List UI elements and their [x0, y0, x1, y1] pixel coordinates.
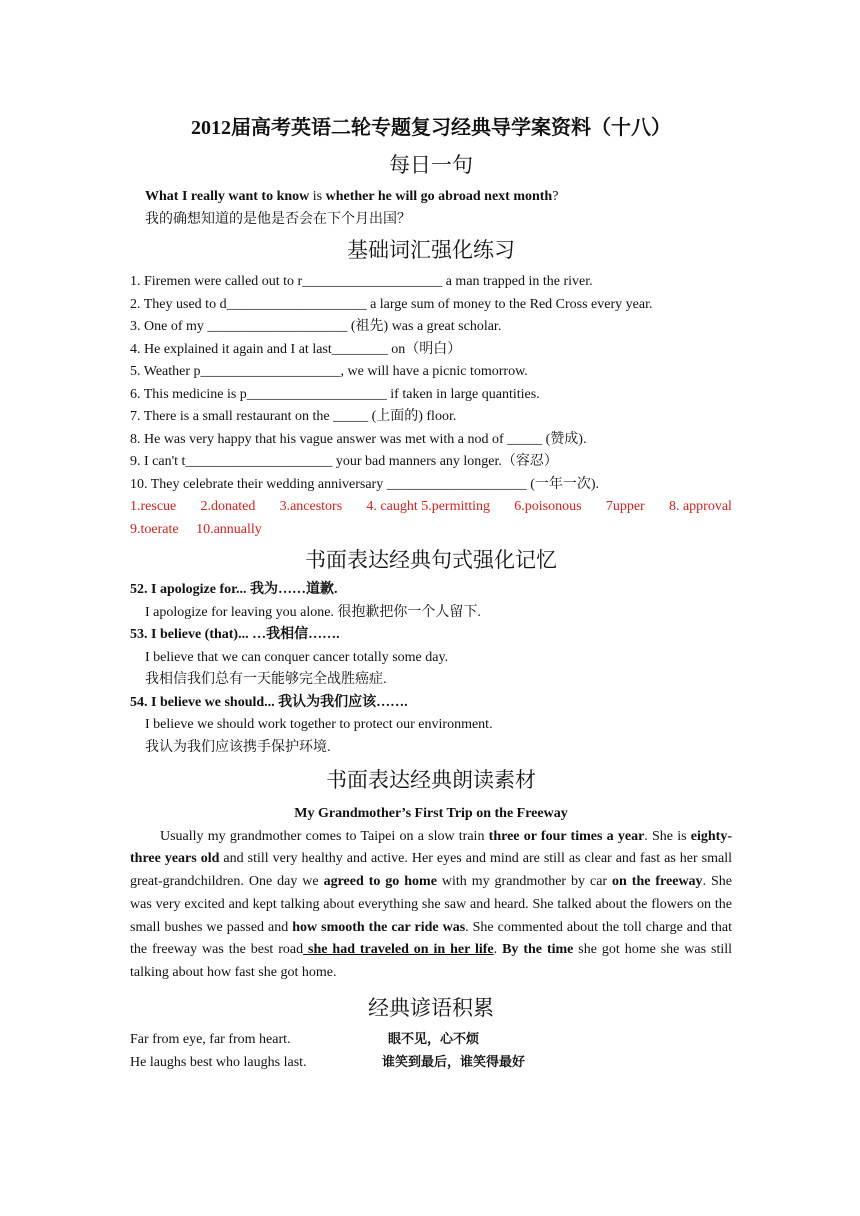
vocab-item: 2. They used to d____________________ a large sum of money to the Red Cross every year. — [130, 296, 653, 312]
passage-bold: three or four times a year — [488, 828, 645, 844]
vocab-item: 6. This medicine is p____________________ if taken in large quantities. — [130, 386, 540, 402]
daily-sentence-part: What I really want to know — [145, 189, 310, 204]
passage-text: . She was very excited and kept talking about everything she saw and heard. She talked about the flowers on the small bushes we passed and — [130, 874, 733, 935]
passage-bold: how smooth the car ride was — [292, 919, 466, 935]
passage-text: . She is — [644, 828, 691, 844]
passage-bold: on the freeway — [612, 874, 703, 890]
daily-heading: 每日一句 — [389, 153, 473, 177]
answer-key-line-2 — [130, 519, 732, 542]
passage-bold: eighty-three years old — [130, 828, 732, 867]
vocab-item: 4. He explained it again and I at last________ on（明白） — [130, 341, 462, 357]
daily-sentence — [130, 186, 732, 209]
patterns-heading: 书面表达经典句式强化记忆 — [305, 548, 557, 572]
passage-bold: agreed to go home — [323, 874, 437, 890]
answer: 10.annually — [196, 521, 262, 537]
passage-text: Usually my grandmother comes to Taipei on a slow train — [160, 828, 489, 844]
vocab-item: 8. He was very happy that his vague answer was met with a nod of _____ (赞成). — [130, 431, 587, 447]
pattern-example: I believe that we can conquer cancer totally some day. — [145, 649, 449, 665]
proverb-row — [130, 1052, 732, 1075]
passage-text: she got home she was still talking about how fast she got home. — [130, 942, 733, 981]
reading-title: My Grandmother’s First Trip on the Freeway — [294, 806, 568, 821]
patterns-list — [130, 579, 732, 759]
pattern-head: 54. I believe we should... 我认为我们应该……. — [130, 694, 408, 710]
proverb-chinese: 眼不见，心不烦 — [388, 1032, 480, 1048]
document-title: 2012届高考英语二轮专题复习经典导学案资料（十八） — [191, 117, 671, 139]
answer: 6.poisonous — [514, 499, 582, 514]
passage-text: . She commented about the toll charge and that the freeway was the best road — [130, 919, 732, 958]
daily-translation: 我的确想知道的是他是否会在下个月出国？ — [145, 211, 411, 227]
pattern-translation: 我认为我们应该携手保护环境. — [145, 739, 331, 755]
pattern-example: I believe we should work together to protect our environment. — [145, 717, 493, 732]
vocab-item: 5. Weather p____________________, we will have a picnic tomorrow. — [130, 364, 528, 379]
vocab-heading: 基础词汇强化练习 — [347, 238, 515, 262]
reading-heading: 书面表达经典朗读素材 — [326, 768, 536, 792]
vocab-item: 10. They celebrate their wedding anniversary ____________________ (一年一次). — [130, 476, 600, 492]
passage-text: with my grandmother by car — [436, 874, 613, 890]
daily-sentence-part: whether he will go abroad next month — [325, 189, 553, 204]
daily-sentence-part: ? — [552, 189, 559, 204]
proverb-english: He laughs best who laughs last. — [130, 1054, 307, 1070]
pattern-translation: 我相信我们总有一天能够完全战胜癌症. — [145, 672, 387, 687]
vocab-item: 1. Firemen were called out to r____________________ a man trapped in the river. — [130, 274, 593, 289]
pattern-example: I apologize for leaving you alone. 很抱歉把你一个人留下. — [145, 604, 481, 620]
vocab-list — [130, 271, 732, 496]
proverb-row — [130, 1029, 732, 1052]
proverbs-heading: 经典谚语积累 — [368, 996, 494, 1021]
vocab-item: 7. There is a small restaurant on the _____ (上面的) floor. — [130, 409, 457, 424]
answer: 2.donated — [200, 499, 256, 514]
vocab-item: 3. One of my ____________________ (祖先) was a great scholar. — [130, 319, 502, 334]
passage-text: and still very healthy and active. Her eyes and mind are still as clear and fast as her small great-grandchildren. One day we — [130, 851, 733, 890]
vocab-item: 9. I can't t_____________________ your bad manners any longer.（容忍） — [130, 454, 558, 469]
pattern-head: 53. I believe (that)... …我相信……. — [130, 627, 340, 642]
answer: 7upper — [605, 499, 645, 514]
passage-underlined: she had traveled on in her life — [303, 942, 494, 958]
answer: 8. approval — [668, 499, 732, 514]
passage-bold: By the time — [502, 942, 574, 958]
pattern-head: 52. I apologize for... 我为……道歉. — [130, 582, 338, 597]
answer-key-line-1 — [130, 496, 732, 519]
answer: 9.toerate — [130, 521, 179, 537]
daily-sentence-part: is — [309, 189, 326, 204]
proverb-chinese: 谁笑到最后，谁笑得最好 — [382, 1054, 526, 1070]
passage-text: . — [493, 942, 503, 958]
proverb-english: Far from eye, far from heart. — [130, 1032, 291, 1048]
answer: 1.rescue — [130, 499, 177, 514]
reading-passage — [130, 826, 732, 986]
answer: 3.ancestors — [279, 499, 343, 514]
document-page — [130, 112, 732, 1074]
answer: 4. caught 5.permitting — [366, 499, 491, 514]
proverbs-list — [130, 1029, 732, 1074]
